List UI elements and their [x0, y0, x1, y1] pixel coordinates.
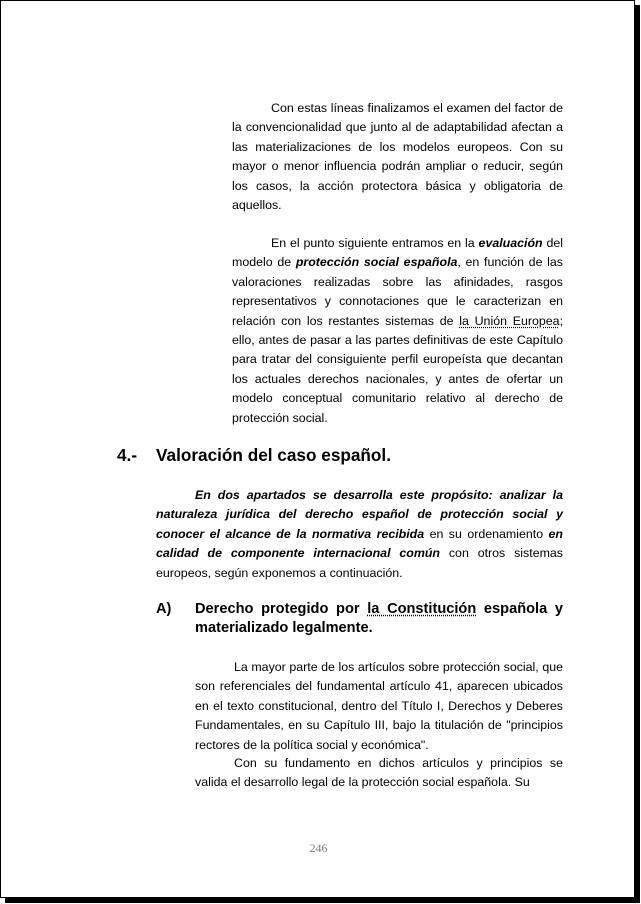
emphasis-spanish-social-protection: protección social española [295, 255, 458, 270]
emphasis-international-component: en calidad de componente internacional común [156, 526, 563, 561]
emphasis-purpose: En dos apartados se desarrolla este propósito: analizar la naturaleza jurídica del derecho español de protección social y conocer el alcance de la normativa recibida [156, 488, 563, 541]
text-run: Derecho protegido por [195, 601, 368, 617]
text-run: española y materializado legalmente. [195, 601, 563, 637]
section-number: 4.- [117, 445, 138, 465]
text-run: en su ordenamiento [424, 526, 549, 541]
page-number: 246 [309, 841, 328, 855]
underlined-constitucion: la Constitución [367, 601, 477, 617]
emphasis-evaluation: evaluación [478, 236, 543, 250]
text-run: ; ello, antes de pasar a las partes definitivas de este Capítulo para tratar del consiguiente perfil europeísta que decantan los actuales derechos nacionales, y antes de ofertar un modelo conceptual comunitario relativo al derecho de protección social. [232, 313, 564, 425]
text-run: con otros sistemas europeos, según exponemos a continuación. [156, 546, 563, 580]
paragraph-constitution-articles: La mayor parte de los artículos sobre protección social, que son referenciales del fundamental artículo 41, aparecen ubicados en el texto constitucional, dentro del Título I, Derechos y Deberes Fundamentales, en su Capítulo III, bajo la titulación de "principios rectores de la política social y económica". [195, 660, 563, 752]
paragraph-purpose [156, 486, 563, 583]
text-run: del modelo de [232, 236, 563, 270]
subsection-letter: A) [156, 601, 172, 617]
text-run: , en función de las valoraciones realizadas sobre las afinidades, rasgos representativos y connotaciones que le caracterizan en relación con los restantes sistemas de [232, 255, 563, 328]
section-heading-4 [117, 443, 391, 467]
paragraph-conventionality: Con estas líneas finalizamos el examen del factor de la convencionalidad que junto al de adaptabilidad afectan a las materializaciones de los modelos europeos. Con su mayor o menor influencia podrán ampliar o reducir, según los casos, la acción protectora básica y obligatoria de aquellos. [232, 101, 563, 213]
text-run: En el punto siguiente entramos en la [271, 236, 479, 250]
underlined-union-europea: la Unión Europea [459, 313, 560, 328]
paragraph-evaluation [232, 234, 563, 428]
section-title: Valoración del caso español. [156, 445, 391, 465]
paragraph-legal-development: Con su fundamento en dichos artículos y principios se valida el desarrollo legal de la protección social española. Su [195, 756, 563, 790]
subsection-title [195, 600, 563, 639]
